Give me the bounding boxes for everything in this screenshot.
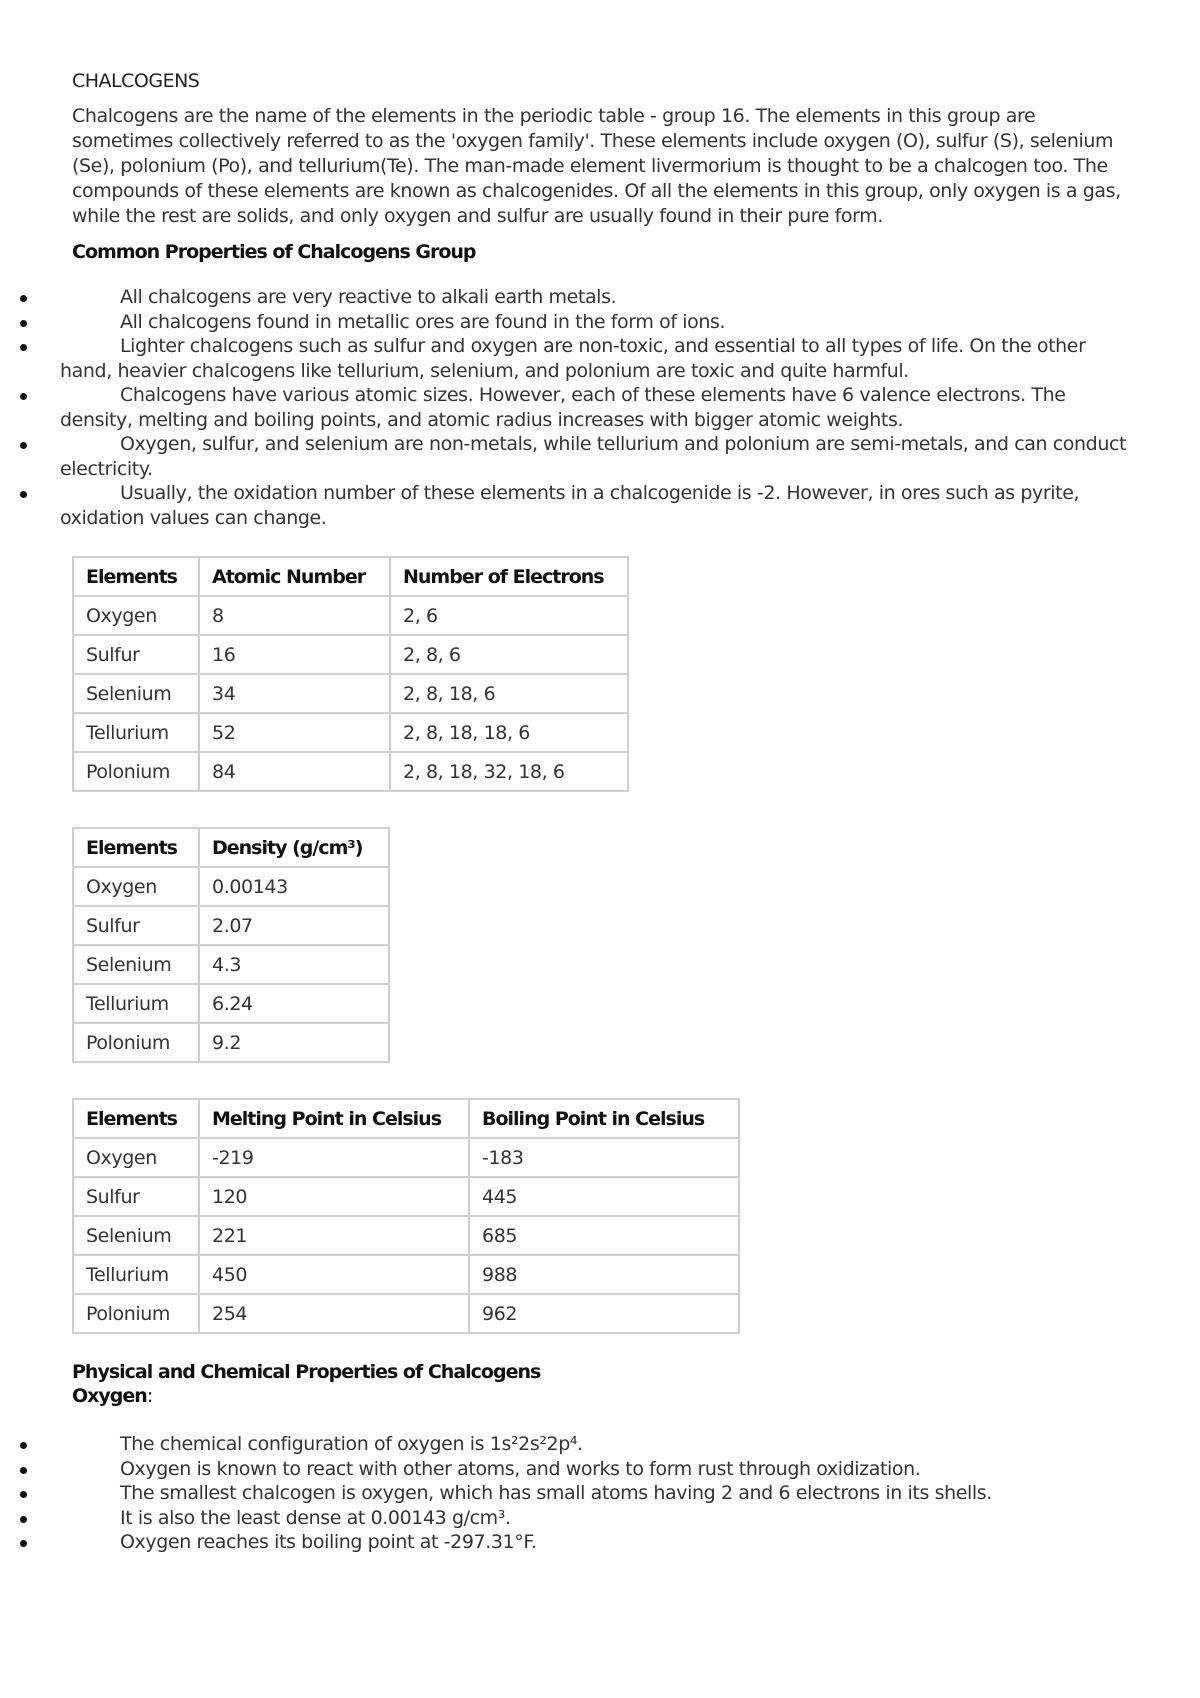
table-cell: 4.3 (199, 945, 389, 984)
table-cell: Polonium (73, 752, 199, 791)
table-cell: 962 (469, 1294, 739, 1333)
table-row (73, 1216, 739, 1255)
bullet-icon (20, 1467, 27, 1474)
table-cell: 120 (199, 1177, 469, 1216)
table-row (73, 752, 628, 791)
table-row (73, 713, 628, 752)
density-table (72, 827, 390, 1063)
table-cell: 450 (199, 1255, 469, 1294)
column-header: Atomic Number (199, 557, 390, 596)
table-cell: Tellurium (73, 1255, 199, 1294)
table-cell: 84 (199, 752, 390, 791)
table-cell: -219 (199, 1138, 469, 1177)
oxygen-colon: : (146, 1385, 153, 1407)
bullet-icon (20, 1491, 27, 1498)
intro-paragraph: Chalcogens are the name of the elements in the periodic table - group 16. The elements in this group are sometimes collectively referred to as the 'oxygen family'. These elements include oxygen (O), sulfur (S), selenium (Se), polonium (Po), and tellurium(Te). The man-made element livermorium is thought to be a chalcogen too. The compounds of these elements are known as chalcogenides. Of all the elements in this group, only oxygen is a gas, while the rest are solids, and only oxygen and sulfur are usually found in their pure form. (72, 105, 1121, 227)
table-header-row (73, 557, 628, 596)
melting-boiling-table (72, 1098, 740, 1334)
table-cell: -183 (469, 1138, 739, 1177)
list-item: Oxygen is known to react with other atoms, and works to form rust through oxidization. (48, 1457, 1132, 1482)
bullet-icon (20, 442, 27, 449)
table-cell: 2, 8, 18, 32, 18, 6 (390, 752, 628, 791)
table-row (73, 674, 628, 713)
list-item: The smallest chalcogen is oxygen, which has small atoms having 2 and 6 electrons in its shells. (48, 1481, 1132, 1506)
table-cell: 2.07 (199, 906, 389, 945)
table-cell: Polonium (73, 1023, 199, 1062)
list-item: Oxygen, sulfur, and selenium are non-metals, while tellurium and polonium are semi-metals, and can conduct electricity. (48, 432, 1132, 481)
table-row (73, 1255, 739, 1294)
table-row (73, 867, 389, 906)
column-header: Elements (73, 557, 199, 596)
table-row (73, 945, 389, 984)
table-cell: Oxygen (73, 867, 199, 906)
table-cell: 2, 8, 18, 18, 6 (390, 713, 628, 752)
list-item: Lighter chalcogens such as sulfur and oxygen are non-toxic, and essential to all types of life. On the other hand, heavier chalcogens like tellurium, selenium, and polonium are toxic and quite harmful. (48, 334, 1132, 383)
table-cell: 52 (199, 713, 390, 752)
table-cell: Selenium (73, 945, 199, 984)
document-page (60, 70, 1132, 1555)
table-cell: Polonium (73, 1294, 199, 1333)
table-row (73, 984, 389, 1023)
table-row (73, 1177, 739, 1216)
bullet-icon (20, 491, 27, 498)
table-cell: 9.2 (199, 1023, 389, 1062)
column-header: Number of Electrons (390, 557, 628, 596)
table-cell: 16 (199, 635, 390, 674)
table-cell: 0.00143 (199, 867, 389, 906)
oxygen-label: Oxygen (72, 1385, 147, 1407)
table-cell: Selenium (73, 1216, 199, 1255)
bullet-icon (20, 344, 27, 351)
table-row (73, 1294, 739, 1333)
table-cell: Tellurium (73, 984, 199, 1023)
electron-table (72, 556, 629, 792)
table-row (73, 635, 628, 674)
table-cell: 2, 8, 6 (390, 635, 628, 674)
bullet-icon (20, 1516, 27, 1523)
table-cell: Selenium (73, 674, 199, 713)
column-header: Elements (73, 1099, 199, 1138)
table-header-row (73, 1099, 739, 1138)
list-item: It is also the least dense at 0.00143 g/cm³. (48, 1506, 1132, 1531)
table-row (73, 596, 628, 635)
column-header: Density (g/cm³) (199, 828, 389, 867)
list-item: All chalcogens are very reactive to alkali earth metals. (48, 285, 1132, 310)
table-cell: 685 (469, 1216, 739, 1255)
table-cell: Sulfur (73, 635, 199, 674)
table-cell: 988 (469, 1255, 739, 1294)
list-item: Oxygen reaches its boiling point at -297.31°F. (48, 1530, 1132, 1555)
oxygen-subheading (72, 1384, 1132, 1408)
table-row (73, 1023, 389, 1062)
table-cell: Tellurium (73, 713, 199, 752)
bullet-icon (20, 393, 27, 400)
table-cell: 2, 6 (390, 596, 628, 635)
table-cell: Oxygen (73, 1138, 199, 1177)
column-header: Boiling Point in Celsius (469, 1099, 739, 1138)
table-cell: 34 (199, 674, 390, 713)
bullet-icon (20, 295, 27, 302)
list-item: Usually, the oxidation number of these elements in a chalcogenide is -2. However, in ores such as pyrite, oxidation values can change. (48, 481, 1132, 530)
common-properties-heading: Common Properties of Chalcogens Group (72, 241, 476, 263)
list-item: Chalcogens have various atomic sizes. However, each of these elements have 6 valence electrons. The density, melting and boiling points, and atomic radius increases with bigger atomic weights. (48, 383, 1132, 432)
bullet-icon (20, 1442, 27, 1449)
table-cell: Sulfur (73, 1177, 199, 1216)
bullet-icon (20, 320, 27, 327)
table-cell: 254 (199, 1294, 469, 1333)
list-item: The chemical configuration of oxygen is 1s²2s²2p⁴. (48, 1432, 1132, 1457)
physical-properties-section (72, 1360, 1132, 1555)
column-header: Elements (73, 828, 199, 867)
table-cell: Oxygen (73, 596, 199, 635)
table-cell: 8 (199, 596, 390, 635)
table-cell: 2, 8, 18, 6 (390, 674, 628, 713)
physical-properties-heading: Physical and Chemical Properties of Chalcogens (72, 1361, 541, 1383)
table-cell: Sulfur (73, 906, 199, 945)
table-cell: 6.24 (199, 984, 389, 1023)
table-row (73, 906, 389, 945)
common-properties-list (48, 285, 1132, 530)
table-header-row (73, 828, 389, 867)
page-title: CHALCOGENS (72, 70, 200, 92)
column-header: Melting Point in Celsius (199, 1099, 469, 1138)
bullet-icon (20, 1540, 27, 1547)
table-cell: 221 (199, 1216, 469, 1255)
table-cell: 445 (469, 1177, 739, 1216)
oxygen-properties-list (48, 1432, 1132, 1555)
list-item: All chalcogens found in metallic ores are found in the form of ions. (48, 310, 1132, 335)
table-row (73, 1138, 739, 1177)
